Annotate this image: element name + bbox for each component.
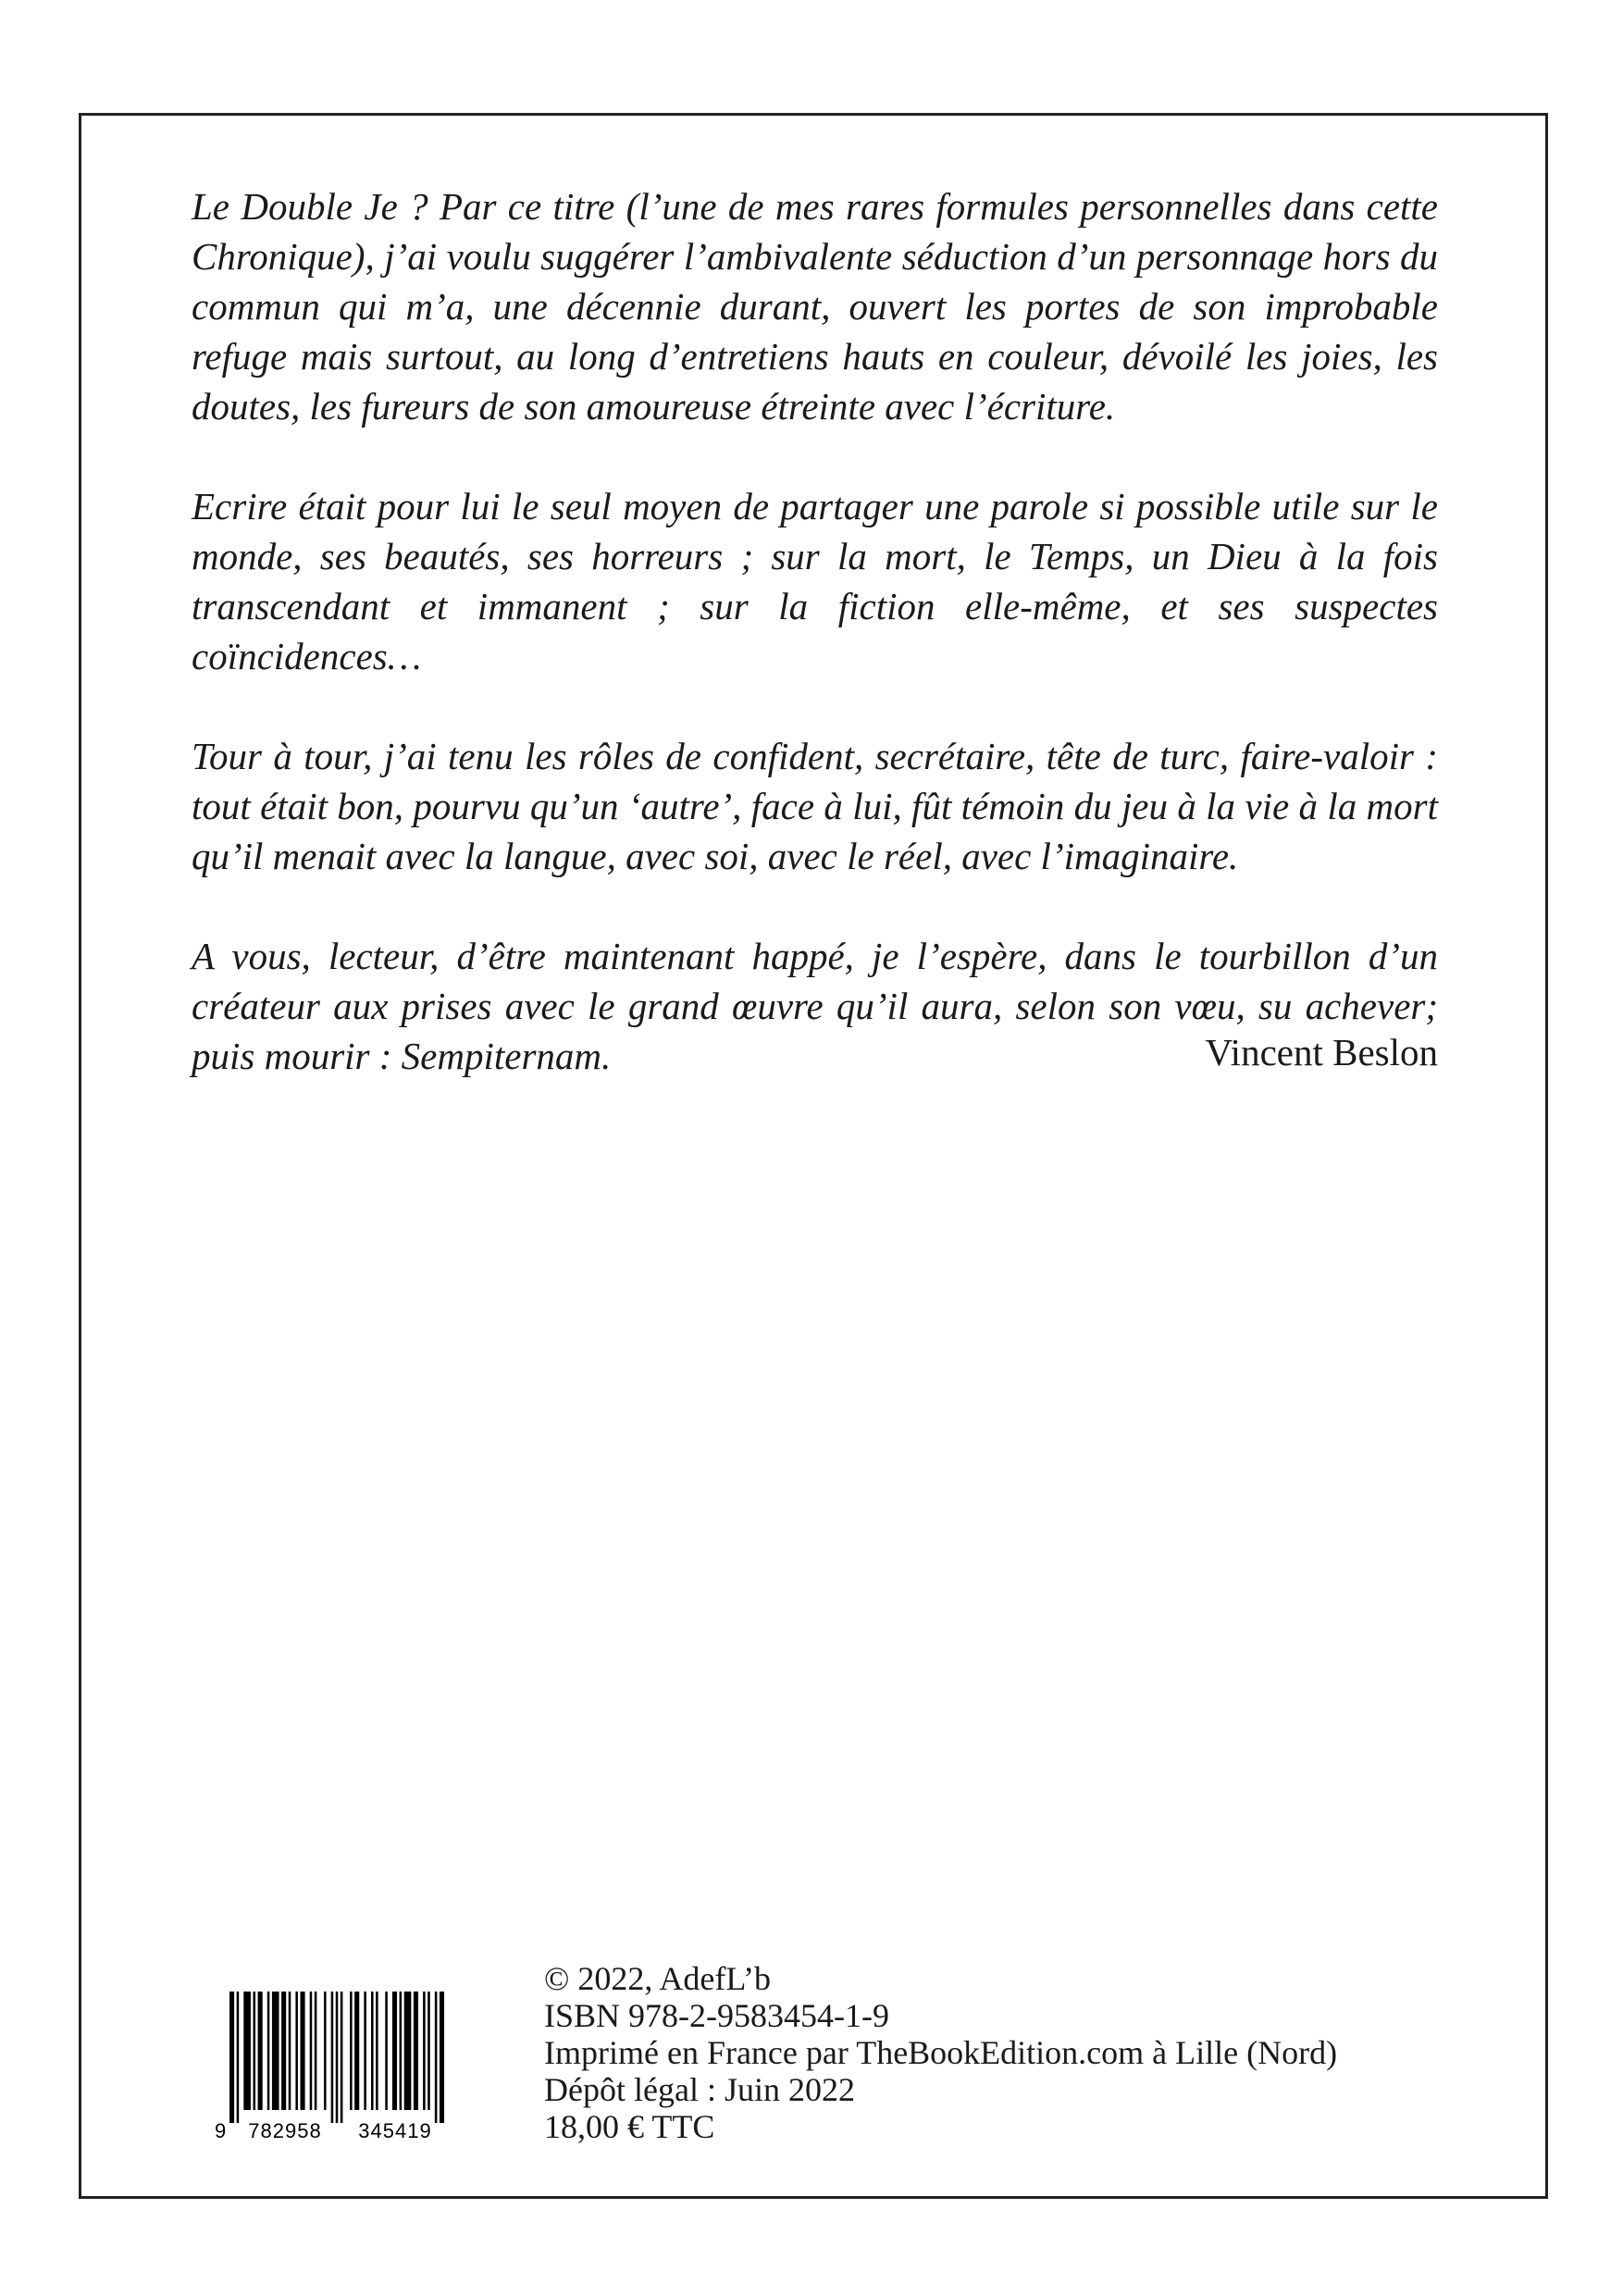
barcode-bar: [301, 1992, 305, 2110]
barcode-bar: [295, 1992, 298, 2110]
blurb-paragraph-3: Tour à tour, j’ai tenu les rôles de confident, secrétaire, tête de turc, faire-valoir : tout était bon, pourvu qu’un ‘autre’, face à lui, fût témoin du jeu à la vie à la mort qu’il menait avec la langue, avec soi, avec le réel, avec l’imaginaire.: [192, 735, 1438, 877]
legal-deposit-line: Dépôt légal : Juin 2022: [544, 2071, 855, 2108]
barcode-bar: [404, 1992, 412, 2110]
price-line: 18,00 € TTC: [544, 2108, 715, 2145]
barcode-bar: [229, 1992, 234, 2123]
barcode-bar: [237, 1992, 240, 2123]
blurb-paragraph-4: A vous, lecteur, d’être maintenant happé, je l’espère, dans le tourbillon d’un créateur aux prises avec le grand œuvre qu’il aura, selon son vœu, su achever; puis mourir : Sempiternam.: [192, 935, 1438, 1077]
barcode-bar: [267, 1992, 270, 2110]
barcode-digits-right: 345419: [358, 2119, 432, 2142]
barcode-image: [213, 1988, 472, 2143]
barcode-digit-lead: 9: [215, 2119, 227, 2142]
barcode-bar: [315, 1992, 317, 2110]
barcode-bar: [341, 1992, 343, 2123]
barcode-bar: [336, 1992, 339, 2123]
barcode-bar: [258, 1992, 263, 2110]
author-signature: Vincent Beslon: [1205, 1031, 1438, 1074]
barcode-bar: [272, 1992, 279, 2110]
isbn-barcode: [213, 1988, 472, 2143]
blurb-paragraph-2: Ecrire était pour lui le seul moyen de partager une parole si possible utile sur le monde, ses beautés, ses horreurs ; sur la mort, le Temps, un Dieu à la fois transcendant et immanent ; sur la fiction elle-même, et ses suspectes coïncidences…: [192, 485, 1438, 677]
barcode-bar: [423, 1992, 426, 2110]
barcode-bar: [243, 1992, 251, 2110]
barcode-bar: [324, 1992, 327, 2110]
copyright-line: © 2022, AdefL’b: [544, 1960, 772, 1997]
barcode-bar: [414, 1992, 418, 2110]
barcode-bar: [354, 1992, 359, 2110]
barcode-bar: [427, 1992, 430, 2110]
isbn-line: ISBN 978-2-9583454-1-9: [544, 1997, 889, 2034]
barcode-bar: [385, 1992, 388, 2110]
barcode-digits-left: 782958: [248, 2119, 322, 2142]
barcode-bar: [376, 1992, 378, 2110]
barcode-bar: [281, 1992, 286, 2110]
printer-line: Imprimé en France par TheBookEdition.com à Lille (Nord): [544, 2034, 1338, 2071]
barcode-bar: [364, 1992, 366, 2110]
barcode-bar: [392, 1992, 397, 2110]
imprint-block: [544, 1960, 1337, 2145]
back-cover-blurb: [192, 181, 1438, 1131]
barcode-bar: [254, 1992, 256, 2110]
barcode-bar: [350, 1992, 353, 2110]
barcode-bar: [331, 1992, 334, 2123]
barcode-bar: [435, 1992, 438, 2123]
barcode-bar: [371, 1992, 374, 2110]
barcode-bar: [440, 1992, 444, 2123]
barcode-bar: [310, 1992, 313, 2110]
barcode-bar: [400, 1992, 403, 2110]
barcode-bar: [289, 1992, 291, 2110]
blurb-paragraph-1: Le Double Je ? Par ce titre (l’une de mes rares formules personnelles dans cette Chronique), j’ai voulu suggérer l’ambivalente séduction d’un personnage hors du commun qui m’a, une décennie durant, ouvert les portes de son improbable refuge mais surtout, au long d’entretiens hauts en couleur, dévoilé les joies, les doutes, les fureurs de son amoureuse étreinte avec l’écriture.: [192, 185, 1438, 428]
